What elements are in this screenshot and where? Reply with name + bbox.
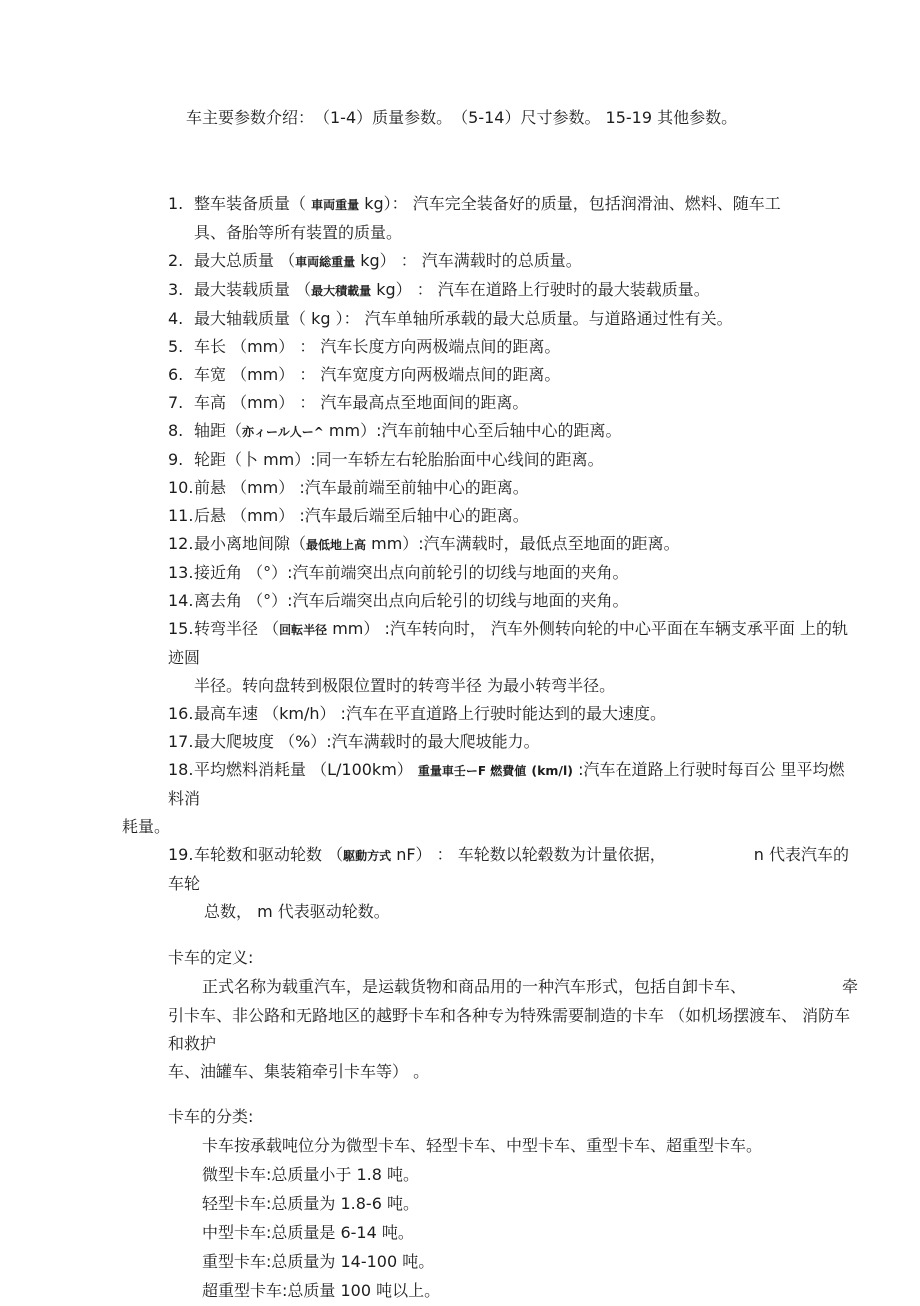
text-segment: 轮距（卜 mm）:同一车轿左右轮胎胎面中心线间的距离。 [194, 450, 604, 469]
text-segment: kg）： 汽车完全装备好的质量，包括润滑油、燃料、随车工 [359, 194, 781, 213]
truck-classification-section [168, 1103, 858, 1306]
text-segment: 最大爬坡度 （%）:汽车满载时的最大爬坡能力。 [194, 732, 540, 751]
text-segment: 最大轴载质量（ kg ）： 汽车单轴所承载的最大总质量。与道路通过性有关。 [194, 309, 733, 328]
text-segment: 耗量。 [122, 817, 171, 836]
text-segment: 半径。转向盘转到极限位置时的转弯半径 为最小转弯半径。 [194, 676, 616, 695]
text-segment: 重量車壬ーF 燃費値 [417, 764, 527, 778]
text-segment: 转弯半径 （ [194, 619, 280, 638]
item-number: 14. [168, 591, 194, 610]
item-line [168, 700, 858, 728]
classification-line: 卡车按承载吨位分为微型卡车、轻型卡车、中型卡车、重型卡车、超重型卡车。 [202, 1136, 763, 1155]
parameter-item [168, 361, 858, 389]
item-line [168, 446, 858, 474]
text-segment: 具、备胎等所有装置的质量。 [194, 223, 403, 242]
classification-line: 轻型卡车:总质量为 1.8-6 吨。 [202, 1194, 419, 1213]
parameters-list [122, 190, 858, 926]
item-line [168, 474, 858, 502]
classification-line: 重型卡车:总质量为 14-100 吨。 [202, 1252, 435, 1271]
parameter-item [168, 305, 858, 333]
text-segment: 亦ィール人ー^ [242, 425, 324, 439]
text-segment: 整车装备质量（ [194, 194, 312, 213]
item-line [168, 530, 858, 559]
text-segment: 车高 （mm） ： 汽车最高点至地面间的距离。 [194, 393, 529, 412]
parameter-item [168, 446, 858, 474]
parameter-item [168, 276, 858, 305]
item-line [168, 615, 858, 672]
page-title: 车主要参数介绍： （1-4）质量参数。 （5-14）尺寸参数。 15-19 其他参数。 [186, 108, 738, 127]
text-segment: 车轮数和驱动轮数 （ [194, 845, 344, 864]
parameter-item [168, 530, 858, 559]
item-number: 17. [168, 732, 194, 751]
item-line [168, 247, 858, 276]
item-line [168, 756, 858, 813]
item-line [168, 333, 858, 361]
text-segment: 离去角 （°）:汽车后端突出点向后轮引的切线与地面的夹角。 [194, 591, 629, 610]
item-line [168, 502, 858, 530]
item-number: 6. [168, 365, 184, 384]
item-number: 13. [168, 563, 194, 582]
item-line [168, 672, 858, 700]
item-number: 3. [168, 280, 184, 299]
parameter-item [122, 756, 858, 841]
classification-line: 超重型卡车:总质量 100 吨以上。 [202, 1281, 441, 1300]
classification-line: 中型卡车:总质量是 6-14 吨。 [202, 1223, 414, 1242]
text-segment: 车长 （mm） ： 汽车长度方向两极端点间的距离。 [194, 337, 561, 356]
definition-line [168, 973, 858, 1002]
parameter-item [168, 700, 858, 728]
parameter-item [168, 417, 858, 446]
definition-line: 引卡车、非公路和无路地区的越野卡车和各种专为特殊需要制造的卡车 （如机场摆渡车、 消防车和救护 [168, 1006, 851, 1053]
text-segment: :汽车在道路上行驶时每百公 里平均燃料消 [168, 760, 845, 808]
item-number: 9. [168, 450, 184, 469]
text-segment: 最大装载质量 （ [194, 280, 312, 299]
classification-lines [168, 1132, 858, 1306]
item-line [168, 841, 858, 898]
classification-heading: 卡车的分类: [168, 1107, 254, 1126]
item-line [168, 728, 858, 756]
item-line [168, 361, 858, 389]
item-line [168, 898, 858, 926]
item-number: 12. [168, 534, 194, 553]
definition-heading: 卡车的定义: [168, 948, 254, 967]
text-segment: 后悬 （mm） :汽车最后端至后轴中心的距离。 [194, 506, 529, 525]
item-line [168, 417, 858, 446]
text-segment: 前悬 （mm） :汽车最前端至前轴中心的距离。 [194, 478, 529, 497]
parameter-item [168, 728, 858, 756]
text-segment: 最大总质量 （ [194, 251, 296, 270]
parameter-item [168, 474, 858, 502]
item-number: 4. [168, 309, 184, 328]
item-number: 11. [168, 506, 194, 525]
parameter-item [168, 559, 858, 587]
item-line [122, 813, 858, 841]
text-segment: 正式名称为载重汽车，是运载货物和商品用的一种汽车形式，包括自卸卡车、 [202, 977, 747, 996]
truck-definition-section [168, 944, 858, 1087]
text-segment: 车宽 （mm） ： 汽车宽度方向两极端点间的距离。 [194, 365, 561, 384]
item-number: 15. [168, 619, 194, 638]
text-segment: 总数， m 代表驱动轮数。 [204, 902, 390, 921]
parameter-item [168, 615, 858, 700]
item-number: 19. [168, 845, 194, 864]
parameter-item [168, 333, 858, 361]
item-line [168, 559, 858, 587]
item-number: 2. [168, 251, 184, 270]
item-number: 8. [168, 421, 184, 440]
text-segment: 最低地上高 [306, 538, 367, 552]
text-segment: mm）:汽车前轴中心至后轴中心的距离。 [323, 421, 622, 440]
item-number: 7. [168, 393, 184, 412]
item-number: 10. [168, 478, 194, 497]
parameter-item [168, 389, 858, 417]
text-segment: 車両重量 [311, 198, 360, 212]
text-segment: 最高车速 （km/h） :汽车在平直道路上行驶时能达到的最大速度。 [194, 704, 666, 723]
item-line [168, 305, 858, 333]
text-segment: 牵 [841, 977, 858, 996]
text-segment: nF） ： 车轮数以轮毂数为计量依据， n 代表汽车的车轮 [168, 845, 849, 893]
text-segment: mm）:汽车满载时，最低点至地面的距离。 [366, 534, 680, 553]
text-segment: 駆動方式 [343, 849, 392, 863]
definition-paragraph [168, 973, 858, 1087]
item-line [168, 276, 858, 305]
text-segment: mm） :汽车转向时， 汽车外侧转向轮的中心平面在车辆支承平面 上的轨迹圆 [168, 619, 849, 667]
item-line [168, 389, 858, 417]
item-number: 18. [168, 760, 194, 779]
definition-line: 车、油罐车、集装箱牵引卡车等） 。 [168, 1062, 430, 1081]
item-number: 16. [168, 704, 194, 723]
item-number: 1. [168, 194, 184, 213]
parameter-item [168, 502, 858, 530]
text-segment: 平均燃料消耗量 （L/100km） [194, 760, 418, 779]
text-segment: 回転半径 [279, 623, 328, 637]
text-segment: 接近角 （°）:汽车前端突出点向前轮引的切线与地面的夹角。 [194, 563, 629, 582]
text-segment: 最小离地间隙（ [194, 534, 307, 553]
parameter-item [168, 190, 858, 247]
parameter-item [168, 841, 858, 926]
parameter-item [168, 587, 858, 615]
text-segment: 轴距（ [194, 421, 243, 440]
item-line [168, 219, 858, 247]
text-segment: kg） ： 汽车在道路上行驶时的最大装载质量。 [371, 280, 710, 299]
text-segment: 最大積載量 [311, 284, 372, 298]
item-line [168, 190, 858, 219]
parameter-item [168, 247, 858, 276]
text-segment: (km/l) [531, 763, 573, 778]
item-number: 5. [168, 337, 184, 356]
item-line [168, 587, 858, 615]
text-segment: kg） ： 汽车满载时的总质量。 [355, 251, 582, 270]
text-segment: 車両総重量 [295, 255, 356, 269]
classification-line: 微型卡车:总质量小于 1.8 吨。 [202, 1165, 420, 1184]
